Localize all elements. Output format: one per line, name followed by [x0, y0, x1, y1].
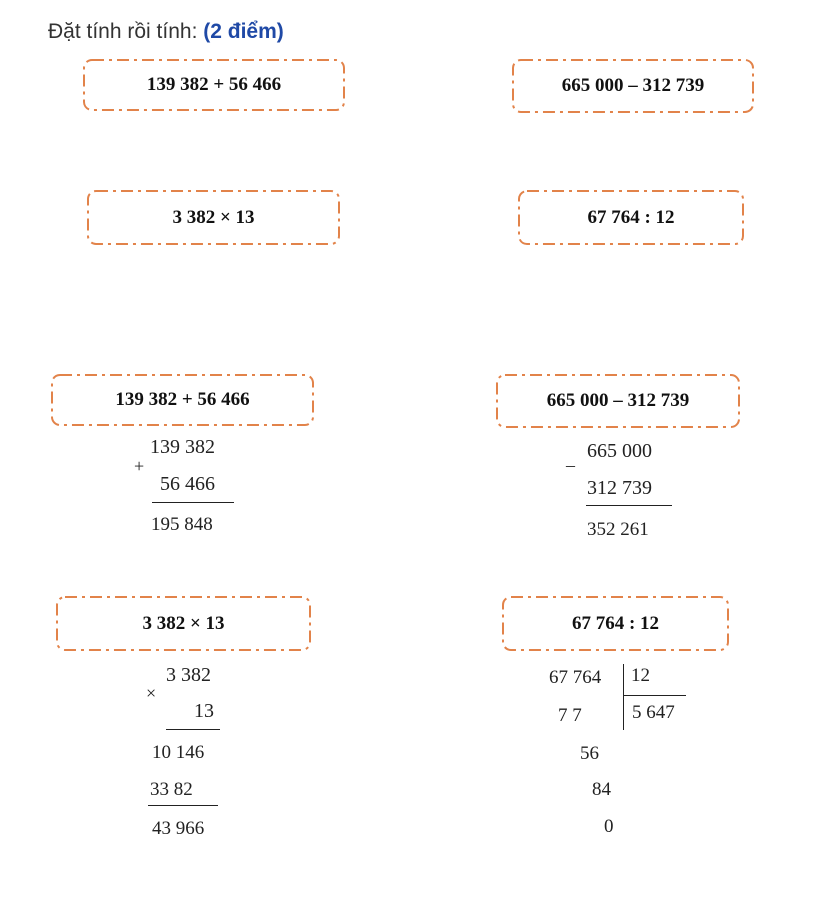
solution-title-addition: 139 382 + 56 466 [115, 389, 250, 410]
plus-sign: + [134, 456, 145, 476]
heading-text: Đặt tính rồi tính: [48, 20, 198, 43]
multiplication-rule-bottom [148, 805, 218, 806]
multiplication-operand-b: 13 [194, 700, 214, 722]
exercise-heading [48, 20, 284, 44]
problem-box-subtraction [512, 59, 754, 113]
solution-box-subtraction [496, 374, 740, 428]
multiplication-result: 43 966 [152, 818, 205, 839]
solution-box-multiplication [56, 596, 311, 651]
division-remainder: 0 [604, 816, 614, 837]
division-step-3: 84 [592, 779, 611, 800]
minus-sign: – [566, 455, 575, 475]
multiplication-rule-top [166, 729, 220, 730]
division-vertical-rule [623, 664, 624, 730]
addition-operand-a: 139 382 [150, 436, 215, 458]
division-dividend: 67 764 [549, 667, 602, 688]
problem-addition: 139 382 + 56 466 [146, 74, 282, 95]
problem-box-multiplication [87, 190, 340, 245]
subtraction-result: 352 261 [587, 519, 649, 540]
subtraction-operand-b: 312 739 [587, 477, 652, 499]
subtraction-operand-a: 665 000 [587, 440, 652, 462]
addition-rule [152, 502, 234, 503]
multiplication-operand-a: 3 382 [166, 664, 211, 686]
division-divisor: 12 [631, 665, 650, 686]
partial-product-1: 10 146 [152, 742, 205, 763]
solution-title-subtraction: 665 000 – 312 739 [546, 390, 690, 411]
problem-division: 67 764 : 12 [587, 206, 675, 228]
problem-subtraction: 665 000 – 312 739 [561, 75, 705, 96]
division-quotient: 5 647 [632, 702, 675, 723]
addition-operand-b: 56 466 [160, 473, 215, 495]
partial-product-2: 33 82 [150, 779, 193, 800]
solution-box-division [502, 596, 729, 651]
solution-box-addition [51, 374, 314, 426]
division-horizontal-rule [623, 695, 686, 696]
subtraction-rule [586, 505, 672, 506]
solution-title-division: 67 764 : 12 [571, 612, 660, 634]
division-step-1: 7 7 [558, 705, 582, 726]
addition-result: 195 848 [151, 514, 213, 535]
division-step-2: 56 [580, 743, 599, 764]
problem-box-addition [83, 59, 345, 111]
problem-box-division [518, 190, 744, 245]
problem-multiplication: 3 382 × 13 [172, 206, 255, 228]
heading-points: (2 điểm) [203, 20, 284, 43]
times-sign: × [146, 683, 157, 703]
solution-title-multiplication: 3 382 × 13 [142, 612, 225, 634]
